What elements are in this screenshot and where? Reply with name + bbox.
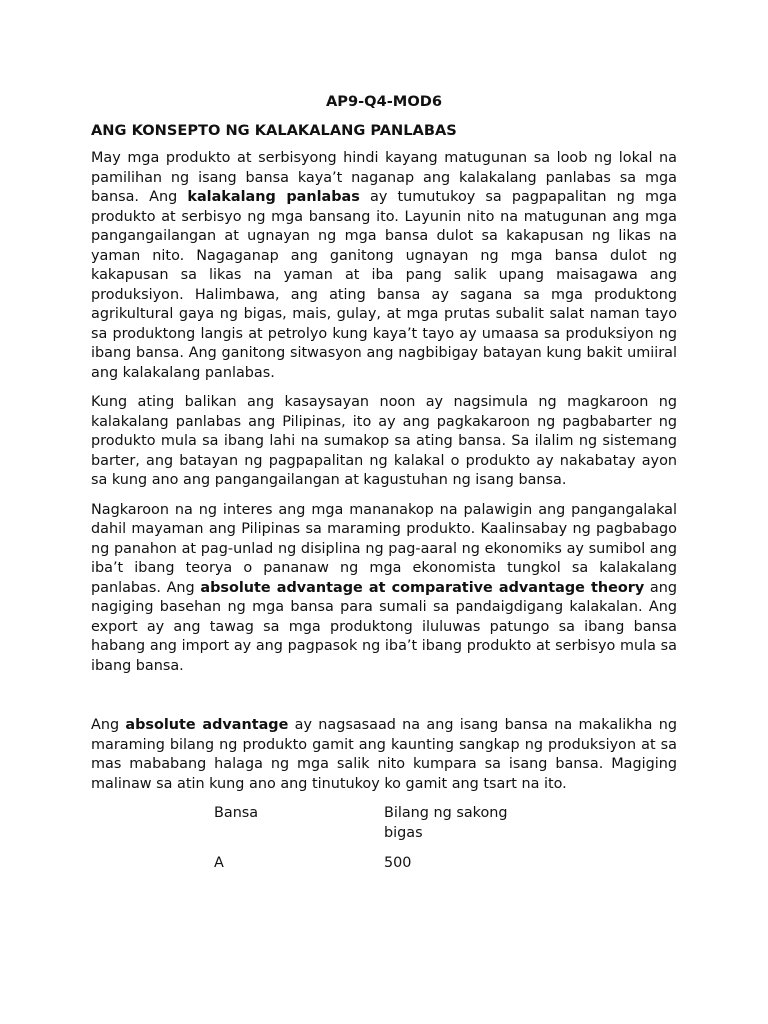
paragraph-1-text-a: May mga produkto at serbisyong hindi kayang matugunan sa loob ng lokal na pamilihan ng isang bansa kaya’t naganap ang kalakalang panlabas sa mga bansa. Ang bbox=[91, 150, 677, 205]
paragraph-3-text-c: ang nagiging basehan ng mga bansa para sumali sa pandaigdigang kalakalan. Ang export ay ang tawag sa mga produktong iluluwas patungo sa ibang bansa habang ang import ay ang pagpasok ng iba’t ibang produkto at serbisyo mula sa ibang bansa. bbox=[91, 579, 677, 674]
rice-production-table bbox=[214, 804, 534, 874]
table-cell: 500 bbox=[384, 855, 412, 871]
table-cell: A bbox=[214, 855, 224, 871]
table-header-cell: Bilang ng sakong bigas bbox=[384, 805, 508, 841]
paragraph-4-bold-term: absolute advantage bbox=[125, 717, 289, 733]
paragraph-1-text-c: ay tumutukoy sa pagpapalitan ng mga produkto at serbisyo ng mga bansang ito. Layunin nito na matugunan ang mga pangangailangan at ugnayan ng mga bansa dulot sa kakapusan ng likas na yaman nito. Nagaganap ang ganitong ugnayan ng mga bansa dulot ng kakapusan sa likas na yaman at iba pang salik upang maisagawa ang produksiyon. Halimbawa, ang ating bansa ay sagana sa mga produktong agrikultural gaya ng bigas, mais, gulay, at mga prutas subalit salat naman tayo sa produktong langis at petrolyo kung kaya’t tayo ay umaasa sa produksiyon ng ibang bansa. Ang ganitong sitwasyon ang nagbibigay batayan kung bakit umiiral ang kalakalang panlabas. bbox=[91, 189, 678, 381]
paragraph-1-bold-term: kalakalang panlabas bbox=[187, 189, 360, 205]
paragraph-4-text-a: Ang bbox=[91, 717, 126, 733]
paragraph-3-bold-term: absolute advantage at comparative advantage theory bbox=[200, 579, 645, 596]
table-row bbox=[214, 843, 534, 874]
paragraph-4 bbox=[91, 716, 677, 794]
section-heading: ANG KONSEPTO NG KALAKALANG PANLABAS bbox=[91, 121, 457, 139]
paragraph-4-text-c: ay nagsasaad na ang isang bansa na makalikha ng maraming bilang ng produkto gamit ang kaunting sangkap ng produksiyon at sa mas mababang halaga ng mga salik nito kumpara sa isang bansa. Magiging malinaw sa atin kung ano ang tinutukoy ko gamit ang tsart na ito. bbox=[91, 717, 677, 792]
paragraph-1 bbox=[91, 149, 677, 383]
module-code: AP9-Q4-MOD6 bbox=[325, 93, 443, 110]
table-header-row bbox=[214, 804, 534, 843]
document-content bbox=[91, 92, 677, 874]
blank-space bbox=[91, 686, 677, 716]
table-header-cell: Bansa bbox=[214, 805, 259, 821]
paragraph-3-text-a: Nagkaroon na ng interes ang mga mananakop na palawigin ang pangangalakal dahil mayaman ang Pilipinas sa maraming produkto. Kaalinsabay ng pagbabago ng panahon at pag-unlad ng disiplina ng pag-aaral ng ekonomiks ay sumibol ang iba’t ibang teorya o pananaw ng mga ekonomista tungkol sa kalakalang panlabas. Ang bbox=[91, 501, 677, 596]
paragraph-2: Kung ating balikan ang kasaysayan noon ay nagsimula ng magkaroon ng kalakalang panlabas ang Pilipinas, ito ay ang pagkakaroon ng pagbabarter ng produkto mula sa ibang lahi na sumakop sa ating bansa. Sa ilalim ng sistemang barter, ang batayan ng pagpapalitan ng kalakal o produkto ay nakabatay ayon sa kung ano ang pangangailangan at kagustuhan ng isang bansa. bbox=[91, 394, 677, 488]
paragraph-3 bbox=[91, 501, 677, 677]
